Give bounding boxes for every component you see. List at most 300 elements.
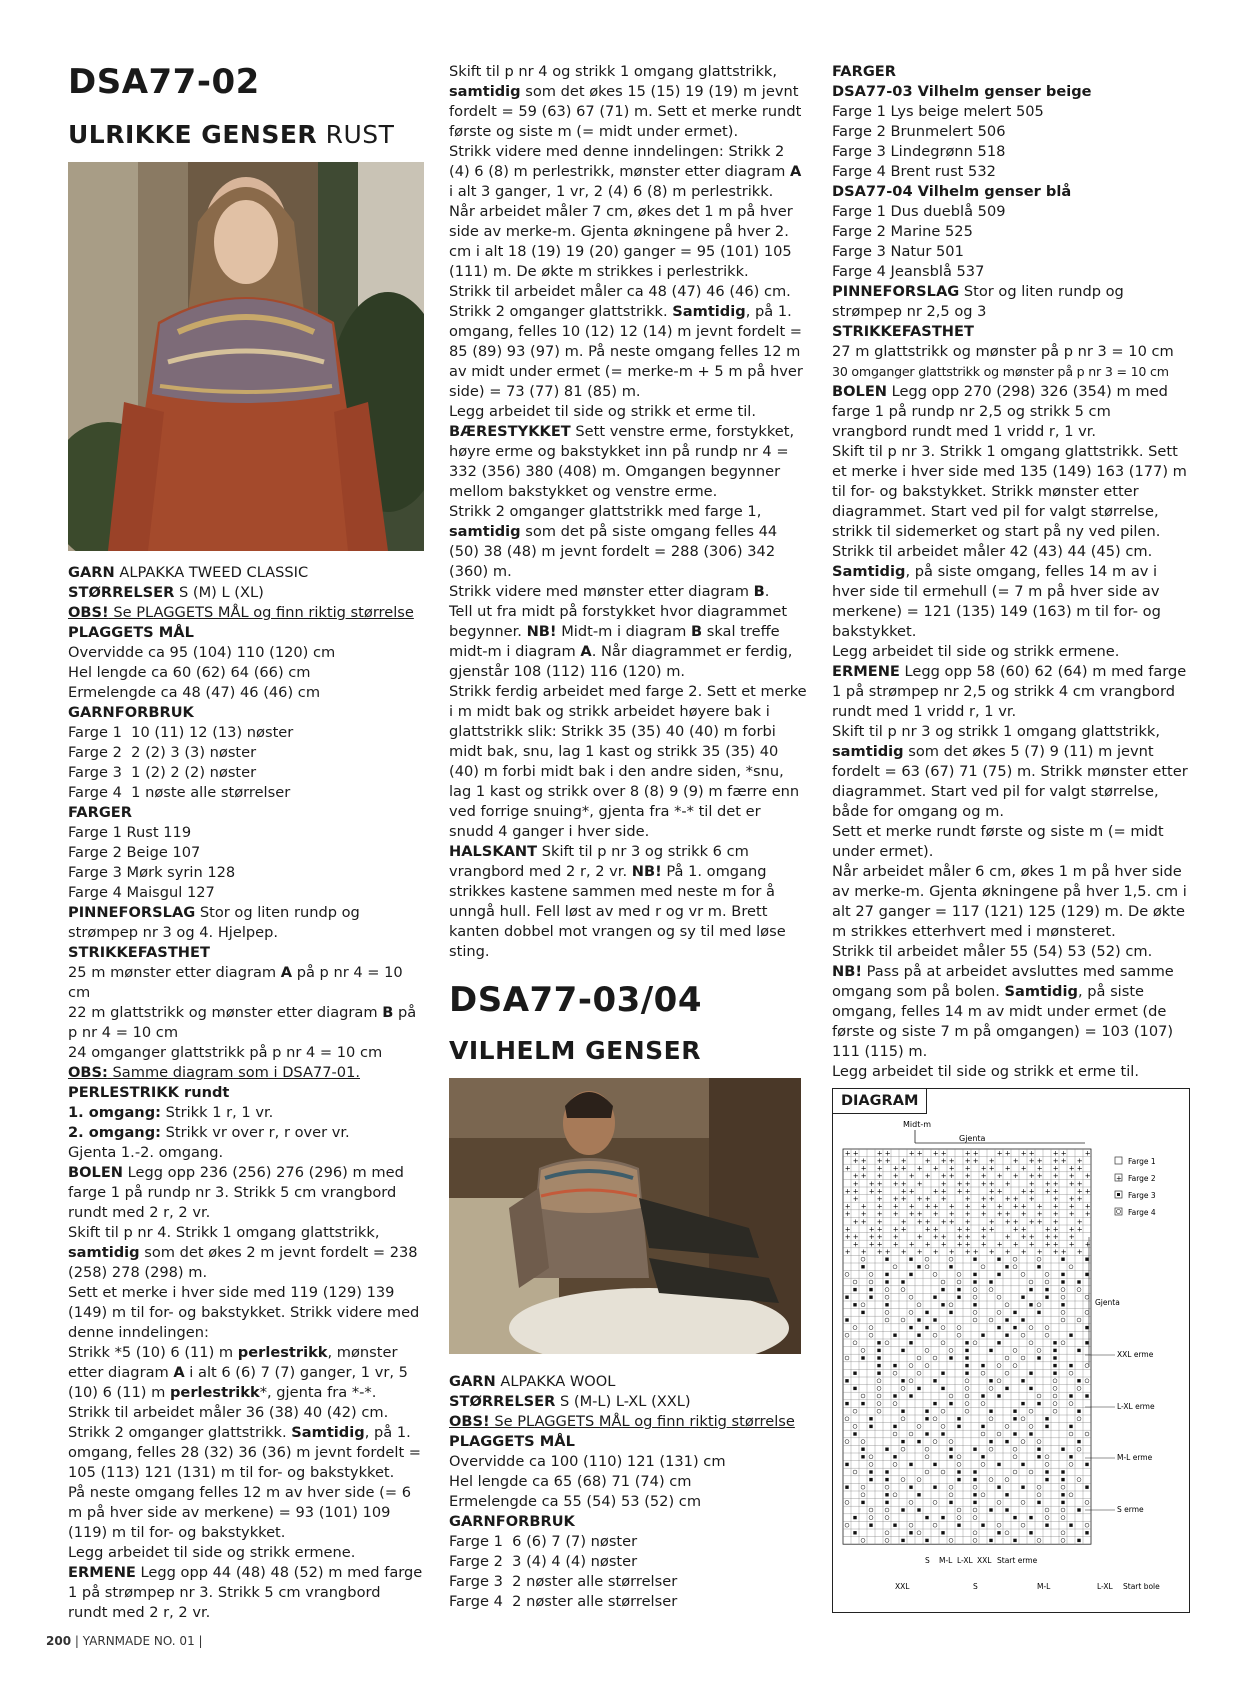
chart-cell-symbol (973, 1303, 976, 1306)
chart-cell-symbol (957, 1296, 960, 1299)
chart-cell-symbol (845, 1318, 848, 1321)
obs-diagram-note: OBS: Samme diagram som i DSA77-01. (68, 1064, 360, 1081)
chart-cell-symbol (845, 1463, 848, 1466)
chart-cell-symbol: + (924, 1202, 931, 1211)
chart-cell-symbol: + (1028, 1217, 1035, 1226)
legend-label: Farge 2 (1128, 1174, 1156, 1183)
chart-cell-symbol (1053, 1356, 1056, 1359)
ermene-paragraph: Når arbeidet måler 6 cm, økes 1 m på hver side av merke-m. Gjenta økningene på hver 1,5. cm i alt 27 ganger = 117 (121) 125 (129) m. De økte m strikkes etterhvert med i mønsteret. (832, 863, 1192, 940)
plaggets-heading: PLAGGETS MÅL (449, 1433, 575, 1450)
perle-row: 2. omgang: Strikk vr over r, r over vr. (68, 1124, 350, 1141)
chart-cell-symbol (1061, 1280, 1064, 1283)
chart-cell-symbol: + (980, 1233, 987, 1241)
chart-cell-symbol (957, 1524, 960, 1527)
chart-cell-symbol (925, 1410, 928, 1413)
chart-cell-symbol (925, 1539, 928, 1542)
chart-cell-symbol: + (860, 1164, 867, 1173)
chart-cell-symbol (933, 1486, 936, 1489)
vilhelm-sweater-photo (449, 1078, 801, 1354)
chart-cell-symbol: + (1004, 1149, 1011, 1158)
chart-cell-symbol: + (964, 1149, 971, 1158)
chart-cell-symbol (989, 1440, 992, 1443)
chart-cell-symbol (885, 1280, 888, 1283)
legend-label: Farge 1 (1128, 1157, 1156, 1166)
chart-cell-symbol: + (964, 1248, 971, 1257)
chart-cell-symbol (909, 1463, 912, 1466)
chart-cell-symbol: + (852, 1195, 859, 1203)
chart-cell-symbol: + (860, 1172, 867, 1181)
plaggets-heading: PLAGGETS MÅL (68, 624, 194, 641)
chart-cell-symbol: + (932, 1225, 939, 1234)
chart-cell-symbol (885, 1470, 888, 1473)
chart-cell-symbol: + (1028, 1195, 1035, 1203)
chart-cell-symbol: + (996, 1202, 1003, 1211)
chart-cell-symbol: + (1068, 1225, 1075, 1234)
ermene-paragraph: Legg arbeidet til side og strikk et erme til. (832, 1063, 1139, 1080)
chart-cell-symbol (965, 1349, 968, 1352)
chart-cell-symbol: + (964, 1187, 971, 1196)
chart-cell-symbol (981, 1334, 984, 1337)
chart-cell-symbol (845, 1379, 848, 1382)
baerestykket-paragraph: Tell ut fra midt på forstykket hvor diagrammet begynner. NB! Midt-m i diagram B skal treffe midt-m i diagram A. Når diagrammet er ferdig, gjenstår 108 (112) 116 (120) m. (449, 603, 798, 680)
chart-cell-symbol: + (1036, 1157, 1043, 1165)
chart-cell-symbol: + (1044, 1187, 1051, 1196)
chart-cell-symbol (1021, 1463, 1024, 1466)
chart-cell-symbol (925, 1417, 928, 1420)
chart-cell-symbol: + (876, 1240, 883, 1249)
chart-cell-symbol (973, 1478, 976, 1481)
chart-cell-symbol: + (908, 1149, 915, 1158)
chart-cell-symbol: + (964, 1217, 971, 1226)
chart-cell-symbol: + (852, 1187, 859, 1196)
chart-cell-symbol: + (1004, 1233, 1011, 1241)
chart-cell-symbol (1053, 1372, 1056, 1375)
chart-cell-symbol: + (916, 1179, 923, 1188)
chart-cell-symbol (997, 1326, 1000, 1329)
chart-cell-symbol: + (916, 1233, 923, 1241)
chart-cell-symbol (917, 1265, 920, 1268)
chart-cell-symbol (1045, 1524, 1048, 1527)
chart-cell-symbol: + (1012, 1240, 1019, 1249)
chart-cell-symbol (1061, 1273, 1064, 1276)
chart-cell-symbol (1037, 1265, 1040, 1268)
chart-cell-symbol: + (940, 1172, 947, 1181)
chart-cell-symbol (1029, 1387, 1032, 1390)
chart-cell-symbol (845, 1486, 848, 1489)
chart-cell-symbol: + (980, 1179, 987, 1188)
chart-cell-symbol: + (892, 1240, 899, 1249)
plaggets-item: Ermelengde ca 55 (54) 53 (52) cm (449, 1493, 702, 1510)
chart-cell-symbol (1061, 1470, 1064, 1473)
pattern-code: DSA77-02 (68, 62, 260, 102)
chart-cell-symbol: + (1020, 1248, 1027, 1257)
chart-cell-symbol (1037, 1402, 1040, 1405)
chart-cell-symbol: + (916, 1195, 923, 1203)
chart-cell-symbol (1061, 1448, 1064, 1451)
chart-cell-symbol (941, 1432, 944, 1435)
chart-cell-symbol: + (916, 1164, 923, 1173)
column-middle (449, 62, 812, 1612)
chart-cell-symbol: + (980, 1195, 987, 1203)
chart-cell-symbol (909, 1258, 912, 1261)
chart-cell-symbol: + (1084, 1210, 1091, 1219)
pinneforslag: PINNEFORSLAG Stor og liten rundp og strømpep nr 2,5 og 3 (832, 283, 1129, 320)
chart-cell-symbol: + (852, 1172, 859, 1181)
chart-cell-symbol (933, 1463, 936, 1466)
chart-cell-symbol: + (932, 1210, 939, 1219)
ermene-paragraph: ERMENE Legg opp 44 (48) 48 (52) m med farge 1 på strømpep nr 3. Strikk 5 cm vrangbord rundt med 2 r, 2 vr. (68, 1564, 427, 1621)
farge-item: Farge 2 Beige 107 (68, 844, 201, 861)
chart-cell-symbol (917, 1493, 920, 1496)
chart-cell-symbol: + (1084, 1202, 1091, 1211)
perle-row: 1. omgang: Strikk 1 r, 1 vr. (68, 1104, 274, 1121)
chart-cell-symbol: + (1020, 1164, 1027, 1173)
chart-cell-symbol: + (1004, 1164, 1011, 1173)
chart-cell-symbol: + (916, 1217, 923, 1226)
baerestykket-paragraph: Strikk 2 omganger glattstrikk med farge 1, samtidig som det på siste omgang felles 44 (50) 38 (48) m jevnt fordelt = 288 (306) 342 (360) m. (449, 503, 782, 580)
farge-item: Farge 3 Natur 501 (832, 243, 964, 260)
chart-cell-symbol (1053, 1341, 1056, 1344)
chart-cell-symbol (893, 1334, 896, 1337)
chart-cell-symbol: + (1020, 1187, 1027, 1196)
chart-cell-symbol: + (884, 1149, 891, 1158)
chart-cell-symbol (965, 1341, 968, 1344)
chart-cell-symbol (893, 1524, 896, 1527)
column-left (68, 62, 427, 1623)
chart-cell-symbol (941, 1516, 944, 1519)
chart-cell-symbol: + (916, 1149, 923, 1158)
chart-cell-symbol: + (1012, 1225, 1019, 1234)
chart-cell-symbol: + (1052, 1233, 1059, 1241)
chart-cell-symbol (901, 1280, 904, 1283)
chart-cell-symbol (941, 1372, 944, 1375)
chart-cell-symbol: + (932, 1233, 939, 1241)
chart-cell-symbol: + (876, 1210, 883, 1219)
pattern-title: VILHELM GENSER (449, 1036, 701, 1065)
chart-cell-symbol (1069, 1334, 1072, 1337)
chart-cell-symbol (1021, 1402, 1024, 1405)
chart-cell-symbol: + (1076, 1248, 1083, 1257)
chart-cell-symbol: + (948, 1202, 955, 1211)
perle-row: Gjenta 1.-2. omgang. (68, 1144, 224, 1161)
garn-line: GARN ALPAKKA WOOL (449, 1373, 616, 1390)
chart-cell-symbol: + (1052, 1225, 1059, 1234)
chart-cell-symbol: + (1060, 1149, 1067, 1158)
chart-cell-symbol: + (1028, 1233, 1035, 1241)
chart-cell-symbol (1013, 1516, 1016, 1519)
chart-cell-symbol (853, 1303, 856, 1306)
chart-cell-symbol: + (876, 1164, 883, 1173)
chart-cell-symbol: + (980, 1210, 987, 1219)
chart-cell-symbol (1021, 1486, 1024, 1489)
chart-cell-symbol: + (892, 1179, 899, 1188)
chart-cell-symbol: + (1068, 1179, 1075, 1188)
chart-cell-symbol (1021, 1296, 1024, 1299)
chart-cell-symbol: + (996, 1240, 1003, 1249)
chart-cell-symbol: + (1076, 1164, 1083, 1173)
chart-cell-symbol (1045, 1470, 1048, 1473)
chart-cell-symbol: + (908, 1172, 915, 1181)
chart-cell-symbol (861, 1265, 864, 1268)
bottom-label: S (973, 1582, 978, 1591)
chart-cell-symbol: + (860, 1202, 867, 1211)
chart-bottom-labels (895, 1556, 1160, 1591)
chart-cell-symbol: + (980, 1240, 987, 1249)
bolen-paragraph: BOLEN Legg opp 270 (298) 326 (354) m med farge 1 på rundp nr 2,5 og strikk 5 cm vrangbord rundt med 1 vridd r, 1 vr. (832, 383, 1173, 440)
chart-cell-symbol: + (924, 1195, 931, 1203)
chart-cell-symbol (1069, 1524, 1072, 1527)
chart-cell-symbol: + (924, 1157, 931, 1165)
chart-cell-symbol: + (924, 1172, 931, 1181)
bottom-label: XXL (977, 1556, 992, 1565)
chart-cell-symbol: + (996, 1187, 1003, 1196)
variant-heading: DSA77-04 Vilhelm genser blå (832, 183, 1072, 200)
chart-cell-symbol: + (876, 1202, 883, 1211)
chart-cell-symbol: + (852, 1179, 859, 1188)
chart-cell-symbol (981, 1524, 984, 1527)
chart-cell-symbol: + (1076, 1157, 1083, 1165)
baerestykket-paragraph: Strikk ferdig arbeidet med farge 2. Sett et merke i m midt bak og strikk arbeidet høyere bak i glattstrikk slik: Strikk 35 (35) 40 (40) m forbi midt bak, snu, lag 1 kast og strikk 35 (35) 40 (40) m forbi midt bak i den andre siden, *snu, lag 1 kast og strikk over 8 (8) 9 (9) m færre enn ved forrige snuing*, gjenta fra *-* til det er snudd 4 ganger i hver side. (449, 683, 812, 840)
svg-text:+: + (1116, 1174, 1122, 1183)
chart-cell-symbol: + (1076, 1195, 1083, 1203)
chart-cell-symbol: + (980, 1202, 987, 1211)
legend-label: Farge 4 (1128, 1208, 1156, 1217)
chart-cell-symbol (885, 1258, 888, 1261)
chart-cell-symbol: + (1036, 1217, 1043, 1226)
chart-cell-symbol: + (1052, 1187, 1059, 1196)
chart-cell-symbol (973, 1280, 976, 1283)
fasthet-line: 27 m glattstrikk og mønster på p nr 3 = 10 cm (832, 343, 1174, 360)
chart-cell-symbol (949, 1356, 952, 1359)
chart-cell-symbol: + (852, 1157, 859, 1165)
column-right (832, 62, 1193, 1613)
chart-cell-symbol (1069, 1364, 1072, 1367)
chart-cell-symbol (1013, 1432, 1016, 1435)
chart-cell-symbol (877, 1356, 880, 1359)
farge-item: Farge 1 Rust 119 (68, 824, 192, 841)
chart-cell-symbol: + (1052, 1149, 1059, 1158)
chart-cell-symbol: + (844, 1233, 851, 1241)
chart-cell-symbol (1061, 1501, 1064, 1504)
chart-cell-symbol: + (1084, 1149, 1091, 1158)
chart-cell-symbol: + (892, 1172, 899, 1181)
chart-cell-symbol: + (988, 1225, 995, 1234)
chart-cell-symbol: + (956, 1225, 963, 1234)
chart-cell-symbol (1037, 1311, 1040, 1314)
chart-cell-symbol (1077, 1410, 1080, 1413)
chart-cell-symbol: + (964, 1240, 971, 1249)
garnforbruk-item: Farge 4 2 nøster alle størrelser (449, 1593, 678, 1610)
chart-cell-symbol (1029, 1516, 1032, 1519)
chart-cell-symbol (853, 1516, 856, 1519)
chart-cell-symbol: + (1020, 1225, 1027, 1234)
baerestykket-paragraph: BÆRESTYKKET Sett venstre erme, forstykket, høyre erme og bakstykket inn på rundp nr 4 = 332 (356) 380 (408) m. Omgangen begynner mellom bakstykket og venstre erme. (449, 423, 799, 500)
chart-cell-symbol: + (892, 1210, 899, 1219)
chart-cell-symbol (989, 1349, 992, 1352)
chart-cell-symbol (869, 1470, 872, 1473)
chart-cell-symbol: + (1028, 1179, 1035, 1188)
chart-cell-symbol (1061, 1303, 1064, 1306)
chart-cell-symbol: + (900, 1217, 907, 1226)
chart-cell-symbol: + (1076, 1179, 1083, 1188)
chart-cell-symbol: + (844, 1149, 851, 1158)
legend-label: Farge 3 (1128, 1191, 1156, 1200)
chart-cell-symbol: + (1052, 1179, 1059, 1188)
farge-item: Farge 2 Marine 525 (832, 223, 973, 240)
chart-cell-symbol (949, 1402, 952, 1405)
chart-cell-symbol: + (988, 1248, 995, 1257)
chart-cell-symbol: + (948, 1164, 955, 1173)
chart-cell-symbol: + (852, 1217, 859, 1226)
chart-cell-symbol: + (1052, 1195, 1059, 1203)
chart-cell-symbol (853, 1387, 856, 1390)
chart-cell-symbol (1061, 1478, 1064, 1481)
chart-cell-symbol (1061, 1258, 1064, 1261)
chart-cell-symbol (853, 1432, 856, 1435)
chart-cell-symbol (1045, 1478, 1048, 1481)
chart-cell-symbol: + (972, 1157, 979, 1165)
chart-cell-symbol (1085, 1326, 1088, 1329)
chart-cell-symbol (885, 1478, 888, 1481)
chart-cell-symbol: + (852, 1233, 859, 1241)
bolen-paragraph: BOLEN Legg opp 236 (256) 276 (296) m med farge 1 på rundp nr 3. Strikk 5 cm vrangbord rundt med 2 r, 2 vr. (68, 1164, 409, 1221)
obs-line: OBS! Se PLAGGETS MÅL og finn riktig størrelse (449, 1413, 795, 1430)
chart-cell-symbol: + (1004, 1217, 1011, 1226)
bottom-label: M-L (939, 1556, 953, 1565)
chart-cell-symbol (885, 1501, 888, 1504)
chart-cell-symbol (1013, 1410, 1016, 1413)
chart-cell-symbol (981, 1425, 984, 1428)
chart-cell-symbol: + (964, 1179, 971, 1188)
chart-cell-symbol (981, 1364, 984, 1367)
ermene-paragraph: Sett et merke rundt første og siste m (= midt under ermet). (832, 823, 1169, 860)
chart-cell-symbol: + (1084, 1172, 1091, 1181)
ulrikke-sweater-photo (68, 162, 424, 551)
chart-cell-symbol (973, 1258, 976, 1261)
chart-cell-symbol (917, 1334, 920, 1337)
chart-cell-symbol: + (1068, 1240, 1075, 1249)
chart-cell-symbol (973, 1493, 976, 1496)
chart-cell-symbol (845, 1296, 848, 1299)
chart-cell-symbol: + (948, 1248, 955, 1257)
chart-cell-symbol: + (1060, 1248, 1067, 1257)
chart-cell-symbol: + (900, 1225, 907, 1234)
chart-cell-symbol: + (988, 1164, 995, 1173)
bottom-label: L-XL (1097, 1582, 1113, 1591)
chart-cell-symbol: + (1044, 1225, 1051, 1234)
chart-cell-symbol: + (1060, 1157, 1067, 1165)
chart-cell-symbol (1069, 1425, 1072, 1428)
bolen-paragraph: Samtidig, på siste omgang, felles 14 m av i hver side til ermehull (= 7 m på hver side av merkene) = 121 (135) 149 (163) m til for- og bakstykket. (832, 563, 1166, 640)
chart-cell-symbol: + (964, 1195, 971, 1203)
chart-cell-symbol: + (876, 1149, 883, 1158)
chart-cell-symbol (885, 1303, 888, 1306)
chart-cell-symbol (869, 1288, 872, 1291)
plaggets-item: Overvidde ca 95 (104) 110 (120) cm (68, 644, 336, 661)
chart-cell-symbol (957, 1417, 960, 1420)
chart-cell-symbol: + (964, 1202, 971, 1211)
chart-cell-symbol: + (844, 1225, 851, 1234)
chart-cell-symbol: + (1052, 1202, 1059, 1211)
pattern-title: ULRIKKE GENSER RUST (68, 120, 395, 149)
chart-cell-symbol (1045, 1296, 1048, 1299)
bolen-paragraph: Legg arbeidet til side og strikk ermene. (832, 643, 1120, 660)
gjenta-side-label: Gjenta (1095, 1298, 1120, 1307)
chart-cell-symbol: + (964, 1210, 971, 1219)
chart-cell-symbol (861, 1311, 864, 1314)
magazine-name: YARNMADE NO. 01 (82, 1634, 195, 1648)
chart-cell-symbol (893, 1455, 896, 1458)
chart-cell-symbol: + (996, 1149, 1003, 1158)
chart-cell-symbol (885, 1273, 888, 1276)
chart-cell-symbol (941, 1288, 944, 1291)
chart-cell-symbol (933, 1402, 936, 1405)
midt-m-label: Midt-m (903, 1120, 932, 1129)
chart-cell-symbol: + (884, 1157, 891, 1165)
farge-item: Farge 2 Brunmelert 506 (832, 123, 1006, 140)
chart-cell-symbol (989, 1280, 992, 1283)
chart-cell-symbol (861, 1402, 864, 1405)
chart-cell-symbol: + (964, 1164, 971, 1173)
chart-cell-symbol (949, 1265, 952, 1268)
chart-cell-symbol: + (1052, 1210, 1059, 1219)
chart-cell-symbol (1085, 1394, 1088, 1397)
chart-cell-symbol: + (988, 1187, 995, 1196)
chart-cell-symbol: + (1068, 1233, 1075, 1241)
farge-item: Farge 4 Maisgul 127 (68, 884, 215, 901)
chart-cell-symbol: + (1068, 1172, 1075, 1181)
chart-cell-symbol: + (964, 1233, 971, 1241)
page-number: 200 (46, 1634, 72, 1648)
farge-item: Farge 1 Lys beige melert 505 (832, 103, 1044, 120)
chart-cell-symbol (1037, 1501, 1040, 1504)
chart-cell-symbol (965, 1364, 968, 1367)
chart-cell-symbol (901, 1539, 904, 1542)
chart-cell-symbol: + (948, 1217, 955, 1226)
chart-cell-symbol (1077, 1508, 1080, 1511)
chart-cell-symbol: + (956, 1179, 963, 1188)
chart-cell-symbol (1029, 1432, 1032, 1435)
chart-cell-symbol: + (900, 1164, 907, 1173)
garnforbruk-item: Farge 1 6 (6) 7 (7) nøster (449, 1533, 638, 1550)
plaggets-item: Ermelengde ca 48 (47) 46 (46) cm (68, 684, 321, 701)
chart-cell-symbol: + (1036, 1210, 1043, 1219)
page-footer: 200 | YARNMADE NO. 01 | (46, 1634, 203, 1648)
chart-grid (843, 1149, 1091, 1544)
chart-cell-symbol: + (964, 1225, 971, 1234)
chart-cell-symbol (949, 1448, 952, 1451)
chart-cell-symbol (973, 1448, 976, 1451)
chart-cell-symbol: + (940, 1157, 947, 1165)
chart-cell-symbol: + (932, 1248, 939, 1257)
chart-cell-symbol (1013, 1311, 1016, 1314)
chart-cell-symbol: + (892, 1195, 899, 1203)
chart-cell-symbol (853, 1288, 856, 1291)
gjenta-top-label: Gjenta (959, 1134, 986, 1143)
chart-cell-symbol (1061, 1493, 1064, 1496)
chart-cell-symbol (1029, 1288, 1032, 1291)
chart-cell-symbol: + (1052, 1157, 1059, 1165)
chart-cell-symbol: + (940, 1240, 947, 1249)
garn-line: GARN ALPAKKA TWEED CLASSIC (68, 564, 309, 581)
chart-cell-symbol: + (876, 1157, 883, 1165)
chart-cell-symbol (1021, 1379, 1024, 1382)
chart-cell-symbol (997, 1258, 1000, 1261)
chart-cell-symbol (853, 1531, 856, 1534)
chart-cell-symbol: + (908, 1187, 915, 1196)
chart-cell-symbol: + (964, 1157, 971, 1165)
chart-cell-symbol: + (1084, 1240, 1091, 1249)
